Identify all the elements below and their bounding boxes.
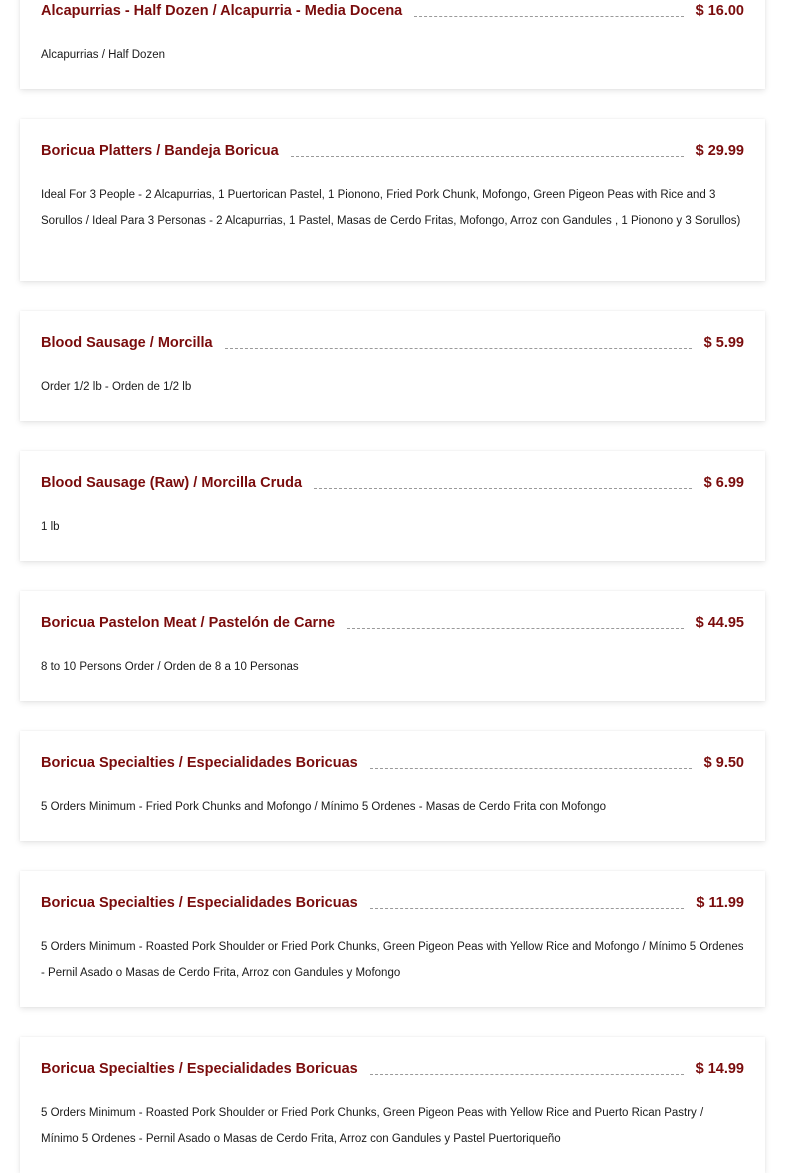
menu-item-description: 5 Orders Minimum - Fried Pork Chunks and Mofongo / Mínimo 5 Ordenes - Masas de Cerdo Frita con Mofongo <box>41 801 607 813</box>
dotted-leader <box>414 15 683 17</box>
menu-item-card[interactable] <box>20 311 765 421</box>
menu-item-price: $ 6.99 <box>703 475 744 491</box>
menu-item-name[interactable]: Boricua Specialties / Especialidades Boricuas <box>41 755 358 771</box>
menu-item-description: 8 to 10 Persons Order / Orden de 8 a 10 Personas <box>41 661 299 673</box>
dotted-leader <box>370 767 692 769</box>
menu-item-card[interactable] <box>20 871 765 1007</box>
menu-item-name[interactable]: Blood Sausage / Morcilla <box>41 335 213 351</box>
menu-item-price: $ 29.99 <box>695 143 744 159</box>
menu-item-price: $ 16.00 <box>695 3 744 19</box>
menu-item-description: 5 Orders Minimum - Roasted Pork Shoulder or Fried Pork Chunks, Green Pigeon Peas with Yellow Rice and Puerto Rican Pastry / Mínimo 5 Ordenes - Pernil Asado o Masas de Cerdo Frita, Arroz con Gandules y Pastel Puertoriqueño <box>41 1107 704 1145</box>
menu-item-price: $ 14.99 <box>695 1061 744 1077</box>
menu-item-header <box>41 1058 744 1080</box>
menu-item-price: $ 44.95 <box>695 615 744 631</box>
menu-item-description: 1 lb <box>41 521 60 533</box>
menu-item-header <box>41 472 744 494</box>
dotted-leader <box>370 907 685 909</box>
menu-item-price: $ 9.50 <box>703 755 744 771</box>
menu-item-card[interactable] <box>20 1037 765 1173</box>
dotted-leader <box>225 347 692 349</box>
menu-item-header <box>41 332 744 354</box>
menu-item-name[interactable]: Boricua Specialties / Especialidades Boricuas <box>41 895 358 911</box>
menu-item-header <box>41 0 744 22</box>
menu-item-name[interactable]: Alcapurrias - Half Dozen / Alcapurria - Media Docena <box>41 3 403 19</box>
menu-item-price: $ 11.99 <box>696 895 744 911</box>
menu-item-card[interactable] <box>20 591 765 701</box>
dotted-leader <box>314 487 692 489</box>
menu-item-name[interactable]: Boricua Pastelon Meat / Pastelón de Carne <box>41 615 336 631</box>
menu-item-description: Alcapurrias / Half Dozen <box>41 49 165 61</box>
menu-item-header <box>41 612 744 634</box>
menu-item-card[interactable] <box>20 451 765 561</box>
menu-item-name[interactable]: Blood Sausage (Raw) / Morcilla Cruda <box>41 475 303 491</box>
dotted-leader <box>291 155 684 157</box>
menu-item-card[interactable] <box>20 731 765 841</box>
dotted-leader <box>347 627 683 629</box>
menu-item-card[interactable] <box>20 119 765 281</box>
menu-item-description: 5 Orders Minimum - Roasted Pork Shoulder or Fried Pork Chunks, Green Pigeon Peas with Yellow Rice and Mofongo / Mínimo 5 Ordenes - Pernil Asado o Masas de Cerdo Frita, Arroz con Gandules y Mofongo <box>41 941 744 979</box>
menu-item-card[interactable] <box>20 0 765 89</box>
menu-item-header <box>41 140 744 162</box>
menu-item-name[interactable]: Boricua Specialties / Especialidades Boricuas <box>41 1061 358 1077</box>
menu-item-description: Order 1/2 lb - Orden de 1/2 lb <box>41 381 192 393</box>
menu-item-description: Ideal For 3 People - 2 Alcapurrias, 1 Puertorican Pastel, 1 Pionono, Fried Pork Chunk, Mofongo, Green Pigeon Peas with Rice and 3 Sorullos / Ideal Para 3 Personas - 2 Alcapurrias, 1 Pastel, Masas de Cerdo Fritas, Mofongo, Arroz con Gandules , 1 Pionono y 3 Sorullos) <box>41 189 741 227</box>
menu-item-header <box>41 892 744 914</box>
menu-item-header <box>41 752 744 774</box>
menu-item-name[interactable]: Boricua Platters / Bandeja Boricua <box>41 143 279 159</box>
dotted-leader <box>370 1073 684 1075</box>
menu-item-price: $ 5.99 <box>703 335 744 351</box>
